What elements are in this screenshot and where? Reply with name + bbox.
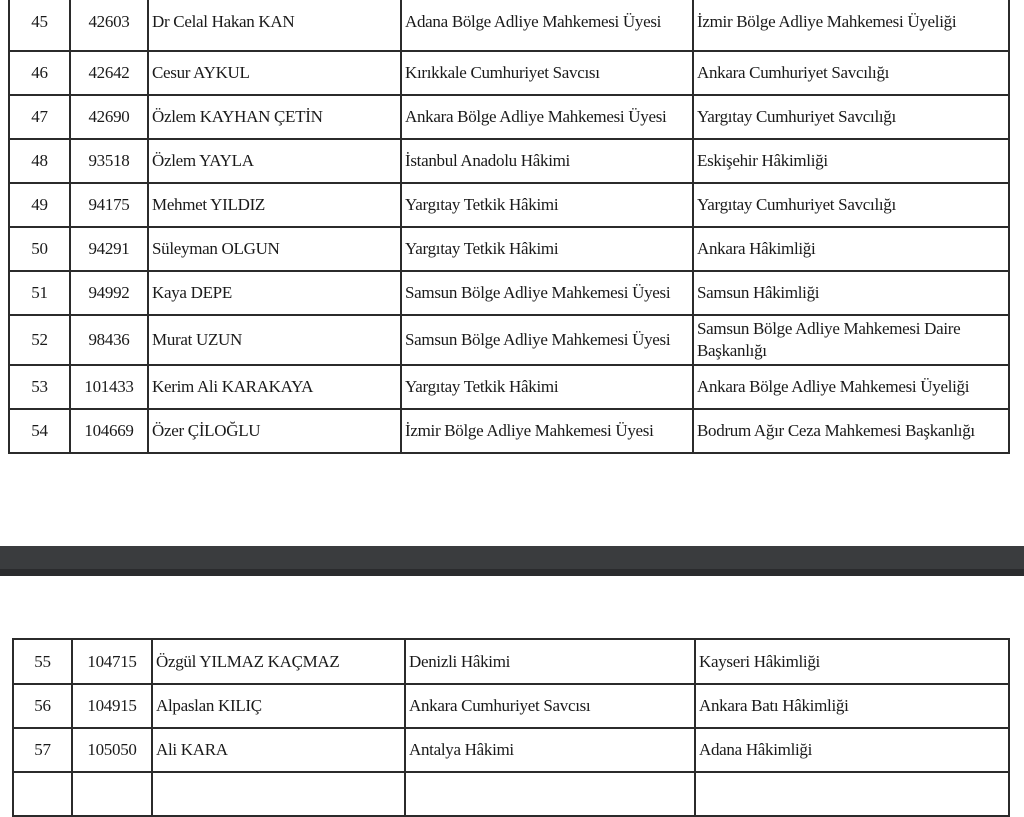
document-page-2 <box>0 576 1024 777</box>
current-position: Samsun Bölge Adliye Mahkemesi Üyesi <box>401 271 693 315</box>
page-separator-shadow <box>0 569 1024 576</box>
appointed-position: Yargıtay Cumhuriyet Savcılığı <box>693 183 1009 227</box>
page-separator <box>0 546 1024 576</box>
table-row <box>9 227 1009 271</box>
row-number: 51 <box>9 271 70 315</box>
person-name: Özlem KAYHAN ÇETİN <box>148 95 401 139</box>
row-number: 52 <box>9 315 70 365</box>
appointed-position: İzmir Bölge Adliye Mahkemesi Üyeliği <box>693 0 1009 51</box>
current-position: İstanbul Anadolu Hâkimi <box>401 139 693 183</box>
appointed-position: Eskişehir Hâkimliği <box>693 139 1009 183</box>
appointed-position: Bodrum Ağır Ceza Mahkemesi Başkanlığı <box>693 409 1009 453</box>
registry-number: 93518 <box>70 139 148 183</box>
table-row <box>9 0 1009 51</box>
appointed-position: Adana Hâkimliği <box>695 728 1009 772</box>
table-row <box>9 51 1009 95</box>
current-position: Antalya Hâkimi <box>405 728 695 772</box>
row-number: 45 <box>9 0 70 51</box>
row-number: 53 <box>9 365 70 409</box>
person-name: Murat UZUN <box>148 315 401 365</box>
appointments-table-page-2 <box>12 638 1010 817</box>
row-number: 57 <box>13 728 72 772</box>
registry-number: 101433 <box>70 365 148 409</box>
current-position: Ankara Bölge Adliye Mahkemesi Üyesi <box>401 95 693 139</box>
appointed-position: Samsun Hâkimliği <box>693 271 1009 315</box>
current-position: Kırıkkale Cumhuriyet Savcısı <box>401 51 693 95</box>
row-number: 56 <box>13 684 72 728</box>
registry-number: 104669 <box>70 409 148 453</box>
registry-number: 42690 <box>70 95 148 139</box>
row-number: 50 <box>9 227 70 271</box>
appointed-position: Samsun Bölge Adliye Mahkemesi Daire Başkanlığı <box>693 315 1009 365</box>
registry-number: 42603 <box>70 0 148 51</box>
current-position: Samsun Bölge Adliye Mahkemesi Üyesi <box>401 315 693 365</box>
row-number <box>13 772 72 816</box>
table-row <box>9 95 1009 139</box>
current-position: Yargıtay Tetkik Hâkimi <box>401 227 693 271</box>
table-row <box>13 639 1009 684</box>
person-name: Cesur AYKUL <box>148 51 401 95</box>
row-number: 55 <box>13 639 72 684</box>
current-position: İzmir Bölge Adliye Mahkemesi Üyesi <box>401 409 693 453</box>
appointments-table-page-1 <box>8 0 1010 454</box>
row-number: 46 <box>9 51 70 95</box>
person-name: Ali KARA <box>152 728 405 772</box>
person-name: Özlem YAYLA <box>148 139 401 183</box>
appointed-position: Ankara Hâkimliği <box>693 227 1009 271</box>
person-name: Alpaslan KILIÇ <box>152 684 405 728</box>
table-row <box>13 728 1009 772</box>
table-row <box>9 365 1009 409</box>
appointed-position: Yargıtay Cumhuriyet Savcılığı <box>693 95 1009 139</box>
row-number: 47 <box>9 95 70 139</box>
person-name: Kaya DEPE <box>148 271 401 315</box>
registry-number <box>72 772 152 816</box>
person-name: Süleyman OLGUN <box>148 227 401 271</box>
registry-number: 104715 <box>72 639 152 684</box>
table-row <box>9 315 1009 365</box>
current-position: Ankara Cumhuriyet Savcısı <box>405 684 695 728</box>
table-row <box>13 772 1009 816</box>
current-position: Yargıtay Tetkik Hâkimi <box>401 365 693 409</box>
appointed-position: Kayseri Hâkimliği <box>695 639 1009 684</box>
current-position <box>405 772 695 816</box>
table-row <box>13 684 1009 728</box>
table-row <box>9 409 1009 453</box>
appointed-position <box>695 772 1009 816</box>
registry-number: 42642 <box>70 51 148 95</box>
appointed-position: Ankara Batı Hâkimliği <box>695 684 1009 728</box>
table-row <box>9 271 1009 315</box>
table-row <box>9 139 1009 183</box>
row-number: 54 <box>9 409 70 453</box>
person-name: Mehmet YILDIZ <box>148 183 401 227</box>
appointed-position: Ankara Cumhuriyet Savcılığı <box>693 51 1009 95</box>
registry-number: 94175 <box>70 183 148 227</box>
appointed-position: Ankara Bölge Adliye Mahkemesi Üyeliği <box>693 365 1009 409</box>
table-row <box>9 183 1009 227</box>
registry-number: 104915 <box>72 684 152 728</box>
person-name <box>152 772 405 816</box>
current-position: Yargıtay Tetkik Hâkimi <box>401 183 693 227</box>
person-name: Özgül YILMAZ KAÇMAZ <box>152 639 405 684</box>
registry-number: 94291 <box>70 227 148 271</box>
person-name: Kerim Ali KARAKAYA <box>148 365 401 409</box>
registry-number: 94992 <box>70 271 148 315</box>
person-name: Özer ÇİLOĞLU <box>148 409 401 453</box>
current-position: Adana Bölge Adliye Mahkemesi Üyesi <box>401 0 693 51</box>
person-name: Dr Celal Hakan KAN <box>148 0 401 51</box>
registry-number: 98436 <box>70 315 148 365</box>
row-number: 49 <box>9 183 70 227</box>
registry-number: 105050 <box>72 728 152 772</box>
row-number: 48 <box>9 139 70 183</box>
current-position: Denizli Hâkimi <box>405 639 695 684</box>
